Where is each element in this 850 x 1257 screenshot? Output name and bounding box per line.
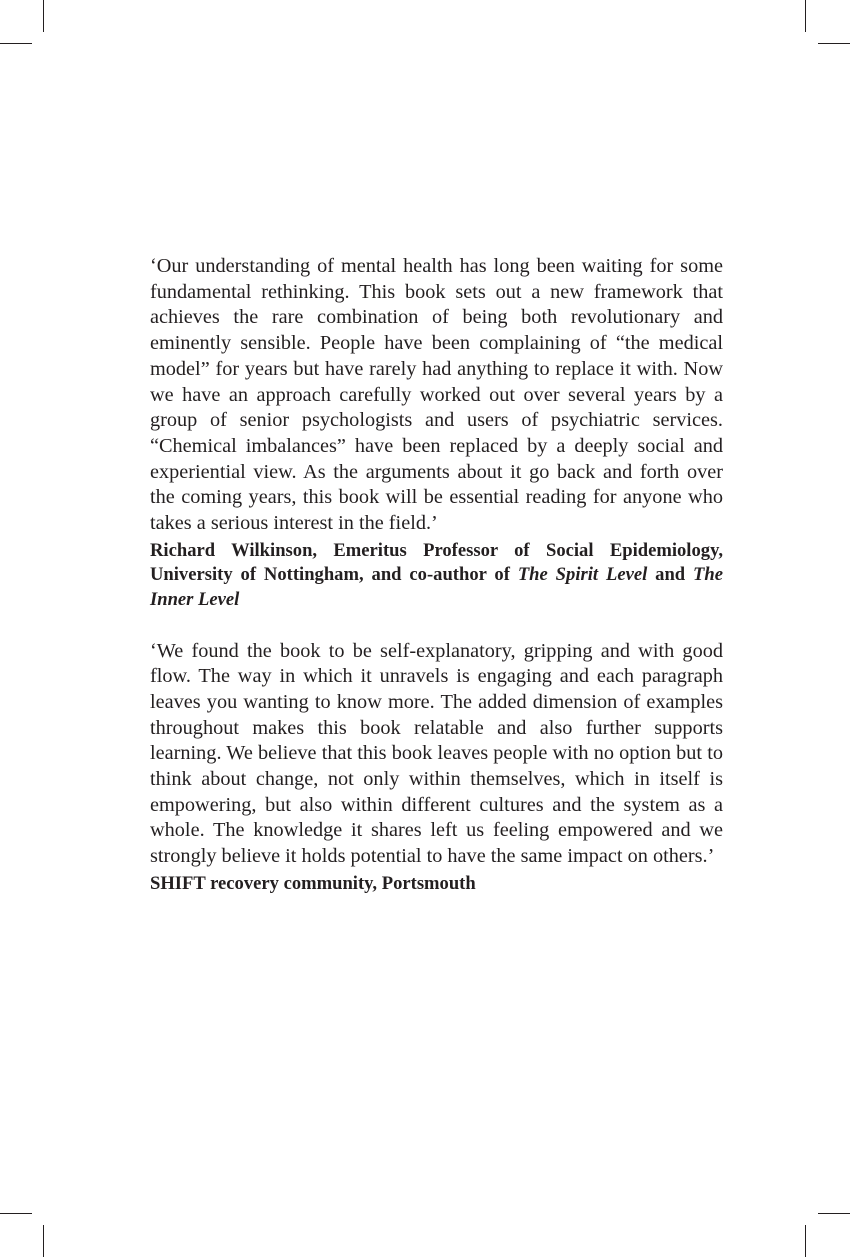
testimonial-1 <box>150 254 723 613</box>
attribution-joiner: and <box>647 564 694 586</box>
book-title-spirit-level: The Spirit Level <box>517 564 648 586</box>
crop-mark-bottom-left-horizontal <box>0 1213 32 1214</box>
crop-mark-top-right-vertical <box>805 0 806 32</box>
book-title-inner-level: The Inner Level <box>150 564 723 610</box>
testimonial-attribution: SHIFT recovery community, Portsmouth <box>150 872 476 894</box>
crop-mark-top-left-horizontal <box>0 43 32 44</box>
crop-mark-bottom-right-horizontal <box>818 1213 850 1214</box>
crop-mark-bottom-right-vertical <box>805 1225 806 1257</box>
crop-mark-top-right-horizontal <box>818 43 850 44</box>
attribution-text: Richard Wilkinson, Emeritus Professor of Social Epidemiology, University of Nottingham, and co-author of <box>150 539 723 586</box>
testimonial-quote: ‘Our understanding of mental health has long been waiting for some fundamental rethinking. This book sets out a new framework that achieves the rare combination of being both revolutionary and eminently sensible. People have been complaining of “the medical model” for years but have rarely had anything to replace it with. Now we have an approach carefully worked out over several years by a group of senior psychologists and users of psychiatric services. “Chemical imbalances” have been replaced by a deeply social and experiential view. As the arguments about it go back and forth over the coming years, this book will be essential reading for anyone who takes a serious interest in the field.’ <box>150 255 723 535</box>
testimonial-quote: ‘We found the book to be self-explanatory, gripping and with good flow. The way in which it unravels is engaging and each paragraph leaves you wanting to know more. The added dimension of examples throughout makes this book relatable and also further supports learning. We believe that this book leaves people with no option but to think about change, not only within themselves, which in itself is empowering, but also within different cultures and the system as a whole. The knowledge it shares left us feeling empowered and we strongly believe it holds potential to have the same impact on others.’ <box>150 639 723 868</box>
endorsements-page <box>150 254 723 896</box>
section-spacer <box>150 613 723 639</box>
crop-mark-top-left-vertical <box>43 0 44 32</box>
crop-mark-bottom-left-vertical <box>43 1225 44 1257</box>
testimonial-2 <box>150 639 723 897</box>
testimonial-attribution <box>150 539 723 613</box>
